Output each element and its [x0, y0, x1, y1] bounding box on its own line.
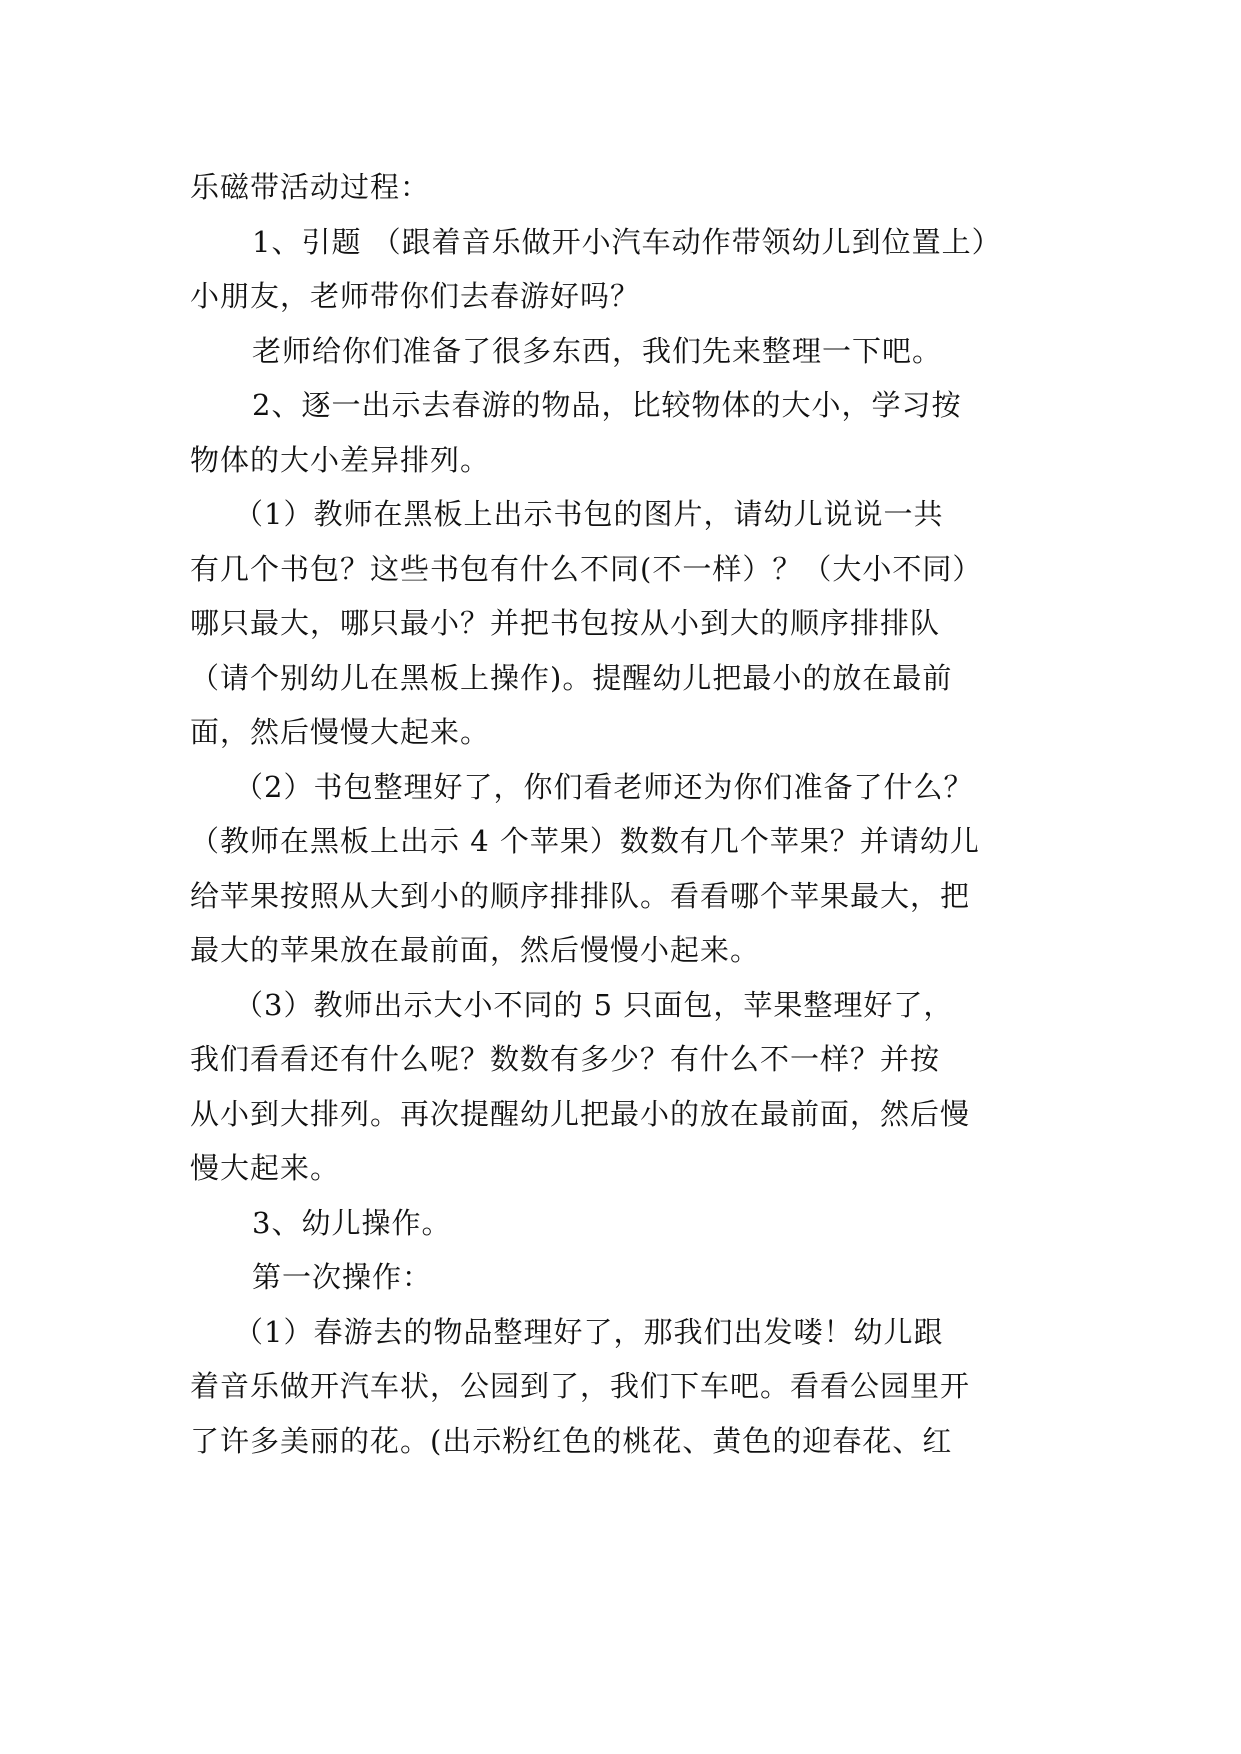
text-line: 1、引题 （跟着音乐做开小汽车动作带领幼儿到位置上） [252, 224, 1002, 259]
text-line: 第一次操作： [252, 1260, 433, 1294]
text-line: （2）书包整理好了，你们看老师还为你们准备了什么？ [234, 769, 974, 804]
text-line: 着音乐做开汽车状，公园到了，我们下车吧。看看公园里开 [190, 1369, 971, 1403]
text-line: 面，然后慢慢大起来。 [190, 715, 491, 749]
text-line: 给苹果按照从大到小的顺序排排队。看看哪个苹果最大，把 [190, 878, 971, 913]
text-line: 了许多美丽的花。(出示粉红色的桃花、黄色的迎春花、红 [190, 1423, 953, 1458]
text-line: 3、幼儿操作。 [252, 1205, 452, 1240]
text-line: （教师在黑板上出示 4 个苹果）数数有几个苹果？并请幼儿 [190, 824, 980, 858]
text-line: 慢大起来。 [190, 1151, 341, 1185]
text-line: （1）教师在黑板上出示书包的图片，请幼儿说说一共 [234, 497, 944, 531]
text-line: 2、逐一出示去春游的物品，比较物体的大小，学习按 [252, 388, 962, 422]
text-line: 老师给你们准备了很多东西，我们先来整理一下吧。 [252, 333, 943, 368]
text-line: （3）教师出示大小不同的 5 只面包，苹果整理好了， [234, 987, 954, 1022]
text-line: 哪只最大，哪只最小？并把书包按从小到大的顺序排排队 [190, 606, 941, 640]
text-line: 从小到大排列。再次提醒幼儿把最小的放在最前面，然后慢 [190, 1096, 971, 1131]
text-line: 物体的大小差异排列。 [190, 442, 491, 477]
text-line: 小朋友，老师带你们去春游好吗？ [190, 279, 641, 313]
text-line: （请个别幼儿在黑板上操作)。提醒幼儿把最小的放在最前 [190, 660, 953, 695]
text-line: 最大的苹果放在最前面，然后慢慢小起来。 [190, 933, 761, 967]
text-line: 有几个书包？这些书包有什么不同(不一样）？（大小不同） [190, 551, 983, 586]
text-line: 乐磁带活动过程： [190, 170, 431, 204]
text-line: （1）春游去的物品整理好了，那我们出发喽！幼儿跟 [234, 1314, 944, 1349]
text-line: 我们看看还有什么呢？数数有多少？有什么不一样？并按 [190, 1042, 941, 1076]
document-body [190, 160, 1070, 1468]
